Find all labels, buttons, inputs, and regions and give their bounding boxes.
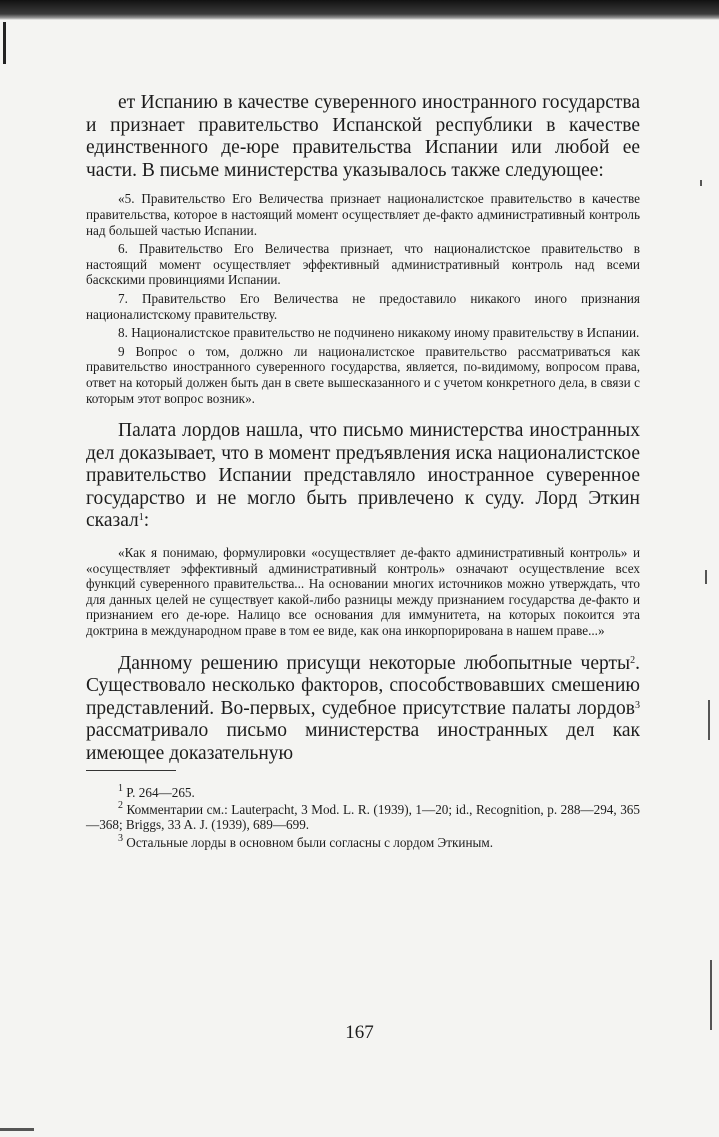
footnote-2-text: Комментарии см.: Lauterpacht, 3 Mod. L. R. (1939), 1—20; id., Recognition, p. 288—294, 365—368; Briggs, 33 A. J. (1939), 689—699. (86, 802, 640, 833)
paragraph-3-part-b: . Существовало несколько факторов, способствовавших смешению представлений. Во-первых, судебное присутствие палаты лордов (86, 652, 640, 719)
paragraph-1: ет Испанию в качестве суверенного иностранного государства и признает правительство Испанской республики в качестве единственного де-юре правительства Испании или любой ее части. В письме министерства указывалось также следующее: (86, 92, 640, 181)
footnote-ref-2: 2 (630, 654, 636, 666)
paragraph-2 (86, 420, 640, 533)
scan-speck (710, 960, 712, 1030)
page-body (86, 92, 640, 850)
quote-item-6: 6. Правительство Его Величества признает, что националистское правительство в настоящий момент осуществляет эффективный административный контроль над всеми баскскими провинциями Испании. (86, 241, 640, 288)
quote-atkin-text: «Как я понимаю, формулировки «осуществляет де-факто административный контроль» и «осуществляет эффективный административный контроль» означают осуществление всех функций суверенного правительства... На основании многих источников можно утверждать, что для данных целей не существует какой-либо разницы между признанием государства де-факто и признанием его де-юре. Налицо все основания для иммунитета, на которых покоится эта доктрина в международном праве в том ее виде, как она инкорпорирована в нашем праве...» (86, 545, 640, 639)
paragraph-3-part-c: рассматривало письмо министерства иностранных дел как имеющее доказательную (86, 720, 640, 764)
footnote-separator (86, 770, 176, 771)
scan-bottom-mark (0, 1128, 34, 1131)
quote-item-8: 8. Националистское правительство не подчинено никакому иному правительству в Испании. (118, 325, 640, 341)
footnote-2 (86, 802, 640, 833)
quote-lord-atkin (86, 545, 640, 639)
scan-left-edge (3, 22, 6, 64)
scan-top-edge (0, 0, 719, 20)
scan-speck (700, 180, 702, 186)
footnote-1 (86, 782, 640, 800)
quote-item-7: 7. Правительство Его Величества не предоставило никакого иного признания националистскому правительству. (86, 290, 640, 322)
scan-speck (708, 700, 710, 740)
paragraph-3 (86, 653, 640, 766)
footnote-ref-1: 1 (138, 512, 144, 524)
quote-item-5: «5. Правительство Его Величества признает националистское правительство в качестве правительства, которое в настоящий момент осуществляет де-факто административный контроль над большей частью Испании. (86, 191, 640, 238)
footnote-2-number: 2 (118, 800, 123, 811)
footnote-ref-3: 3 (635, 699, 640, 711)
scan-speck (705, 570, 707, 584)
footnote-1-text: P. 264—265. (126, 784, 195, 800)
paragraph-3-part-a: Данному решению присущи некоторые любопытные черты (118, 652, 631, 674)
page-number: 167 (345, 1022, 374, 1043)
quote-item-9: 9 Вопрос о том, должно ли националистское правительство рассматриваться как правительство иностранного суверенного государства, является, по-видимому, вопросом права, ответ на который должен быть дан в свете вышесказанного и с учетом конкретного дела, в связи с которым этот вопрос возник». (86, 343, 640, 406)
footnotes (86, 782, 640, 851)
footnote-3-text: Остальные лорды в основном были согласны с лордом Эткиным. (126, 834, 494, 850)
quote-ministry-letter (86, 191, 640, 406)
paragraph-2-end: : (143, 510, 150, 532)
paragraph-2-text: Палата лордов нашла, что письмо министерства иностранных дел доказывает, что в момент предъявления иска националистское правительство Испании представляло иностранное суверенное государство и не могло быть привлечено к суду. Лорд Эткин сказал (86, 420, 640, 532)
footnote-3-number: 3 (118, 832, 123, 844)
footnote-3 (86, 832, 640, 850)
footnote-1-number: 1 (118, 782, 123, 794)
